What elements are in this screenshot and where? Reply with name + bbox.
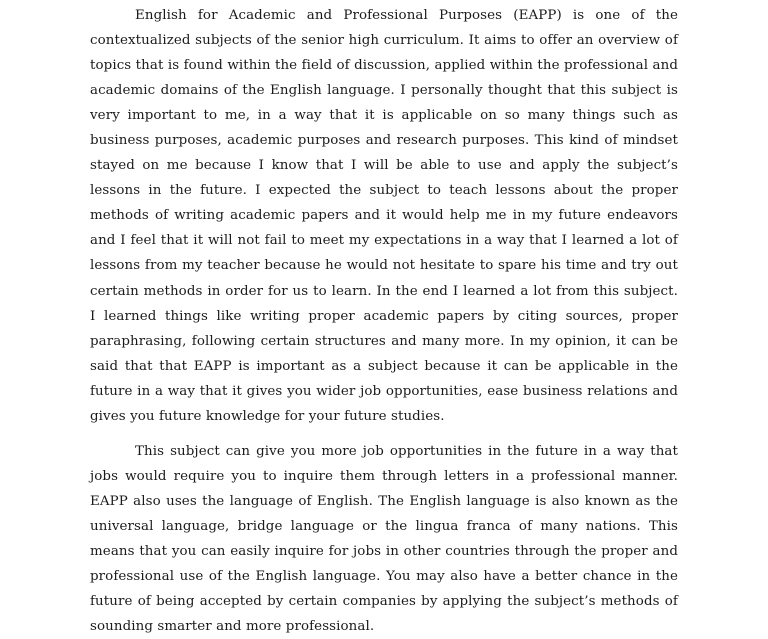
document-body xyxy=(90,3,678,639)
paragraph-1: English for Academic and Professional Purposes (EAPP) is one of the contextualized subjects of the senior high curriculum. It aims to offer an overview of topics that is found within the field of discussion, applied within the professional and academic domains of the English language. I personally thought that this subject is very important to me, in a way that it is applicable on so many things such as business purposes, academic purposes and research purposes. This kind of mindset stayed on me because I know that I will be able to use and apply the subject’s lessons in the future. I expected the subject to teach lessons about the proper methods of writing academic papers and it would help me in my future endeavors and I feel that it will not fail to meet my expectations in a way that I learned a lot of lessons from my teacher because he would not hesitate to spare his time and try out certain methods in order for us to learn. In the end I learned a lot from this subject. I learned things like writing proper academic papers by citing sources, proper paraphrasing, following certain structures and many more. In my opinion, it can be said that that EAPP is important as a subject because it can be applicable in the future in a way that it gives you wider job opportunities, ease business relations and gives you future knowledge for your future studies. xyxy=(90,8,678,424)
paragraph-2: This subject can give you more job opportunities in the future in a way that jobs would require you to inquire them through letters in a professional manner. EAPP also uses the language of English. The English language is also known as the universal language, bridge language or the lingua franca of many nations. This means that you can easily inquire for jobs in other countries through the proper and professional use of the English language. You may also have a better chance in the future of being accepted by certain companies by applying the subject’s methods of sounding smarter and more professional. xyxy=(90,443,678,635)
